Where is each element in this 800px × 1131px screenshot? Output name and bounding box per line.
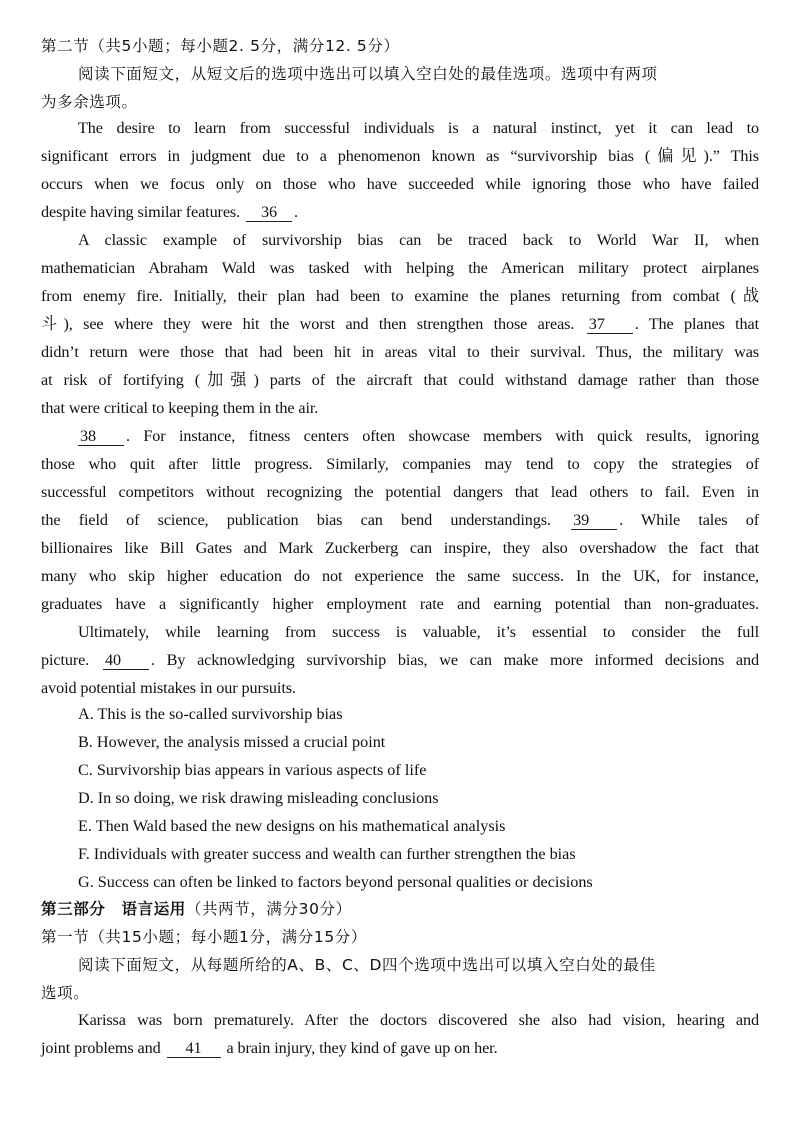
blank-36[interactable]: 36 <box>246 204 292 222</box>
passage-text: . By acknowledging survivorship bias, we can make more informed decisions and <box>150 651 759 669</box>
passage-line: successful competitors without recognizing the potential dangers that lead others to fail. Even in <box>41 483 759 501</box>
section2-instruction-line2: 为多余选项。 <box>41 93 138 111</box>
blank-41[interactable]: 41 <box>167 1040 221 1058</box>
passage-line <box>41 426 759 446</box>
passage-line: billionaires like Bill Gates and Mark Zuckerberg can inspire, they also overshadow the fact that <box>41 539 759 557</box>
blank-39[interactable]: 39 <box>571 512 617 530</box>
part3-score: （共两节，满分30分） <box>185 900 352 918</box>
passage-text: joint problems and <box>41 1039 161 1057</box>
blank-37[interactable]: 37 <box>587 316 633 334</box>
option-e[interactable]: E. Then Wald based the new designs on his mathematical analysis <box>78 817 506 835</box>
passage-line: A classic example of survivorship bias can be traced back to World War II, when <box>78 231 759 249</box>
passage-line <box>41 1038 498 1058</box>
option-f[interactable]: F. Individuals with greater success and wealth can further strengthen the bias <box>78 845 576 863</box>
passage-line: Ultimately, while learning from success is valuable, it’s essential to consider the full <box>78 623 759 641</box>
passage-line: The desire to learn from successful individuals is a natural instinct, yet it can lead to <box>78 119 759 137</box>
option-a[interactable]: A. This is the so-called survivorship bias <box>78 705 343 723</box>
passage-line: at risk of fortifying (加强) parts of the aircraft that could withstand damage rather than those <box>41 371 759 389</box>
part3-instruction-line1: 阅读下面短文，从每题所给的A、B、C、D四个选项中选出可以填入空白处的最佳 <box>78 956 656 974</box>
passage-line: Karissa was born prematurely. After the doctors discovered she also had vision, hearing and <box>78 1011 759 1029</box>
section2-heading: 第二节（共5小题；每小题2. 5分，满分12. 5分） <box>41 37 400 55</box>
passage-text: 斗), see where they were hit the worst and then strengthen those areas. <box>41 315 575 333</box>
passage-text: picture. <box>41 651 90 669</box>
passage-text: . <box>294 203 298 221</box>
passage-line: avoid potential mistakes in our pursuits. <box>41 679 296 697</box>
passage-line <box>41 314 759 334</box>
passage-line: those who quit after little progress. Similarly, companies may tend to copy the strategies of <box>41 455 759 473</box>
option-b[interactable]: B. However, the analysis missed a crucial point <box>78 733 386 751</box>
passage-line <box>41 202 298 222</box>
passage-line: from enemy fire. Initially, their plan had been to examine the planes returning from combat (战 <box>41 287 759 305</box>
part3-instruction-line2: 选项。 <box>41 984 90 1002</box>
section2-instruction-line1: 阅读下面短文，从短文后的选项中选出可以填入空白处的最佳选项。选项中有两项 <box>78 65 658 83</box>
passage-text: despite having similar features. <box>41 203 241 221</box>
part3-heading <box>41 899 352 919</box>
passage-text: . While tales of <box>619 511 760 529</box>
passage-line: that were critical to keeping them in the air. <box>41 399 319 417</box>
option-c[interactable]: C. Survivorship bias appears in various aspects of life <box>78 761 427 779</box>
passage-text: a brain injury, they kind of gave up on her. <box>226 1039 498 1057</box>
option-d[interactable]: D. In so doing, we risk drawing misleading conclusions <box>78 789 439 807</box>
passage-line: didn’t return were those that had been hit in areas vital to their survival. Thus, the military was <box>41 343 759 361</box>
section1-heading: 第一节（共15小题；每小题1分，满分15分） <box>41 928 368 946</box>
blank-40[interactable]: 40 <box>103 652 149 670</box>
passage-line: graduates have a significantly higher employment rate and earning potential than non-graduates. <box>41 595 759 613</box>
passage-line: occurs when we focus only on those who have succeeded while ignoring those who have failed <box>41 175 759 193</box>
passage-line: mathematician Abraham Wald was tasked with helping the American military protect airplanes <box>41 259 759 277</box>
part3-title: 第三部分 语言运用 <box>41 900 186 918</box>
passage-line <box>41 650 759 670</box>
passage-line: significant errors in judgment due to a phenomenon known as “survivorship bias (偏见).” This <box>41 147 759 165</box>
blank-38[interactable]: 38 <box>78 428 124 446</box>
passage-text: . For instance, fitness centers often showcase members with quick results, ignoring <box>126 427 759 445</box>
passage-line <box>41 510 759 530</box>
passage-text: the field of science, publication bias can bend understandings. <box>41 511 551 529</box>
passage-text: . The planes that <box>634 315 759 333</box>
option-g[interactable]: G. Success can often be linked to factors beyond personal qualities or decisions <box>78 873 593 891</box>
passage-line: many who skip higher education do not experience the same success. In the UK, for instance, <box>41 567 759 585</box>
